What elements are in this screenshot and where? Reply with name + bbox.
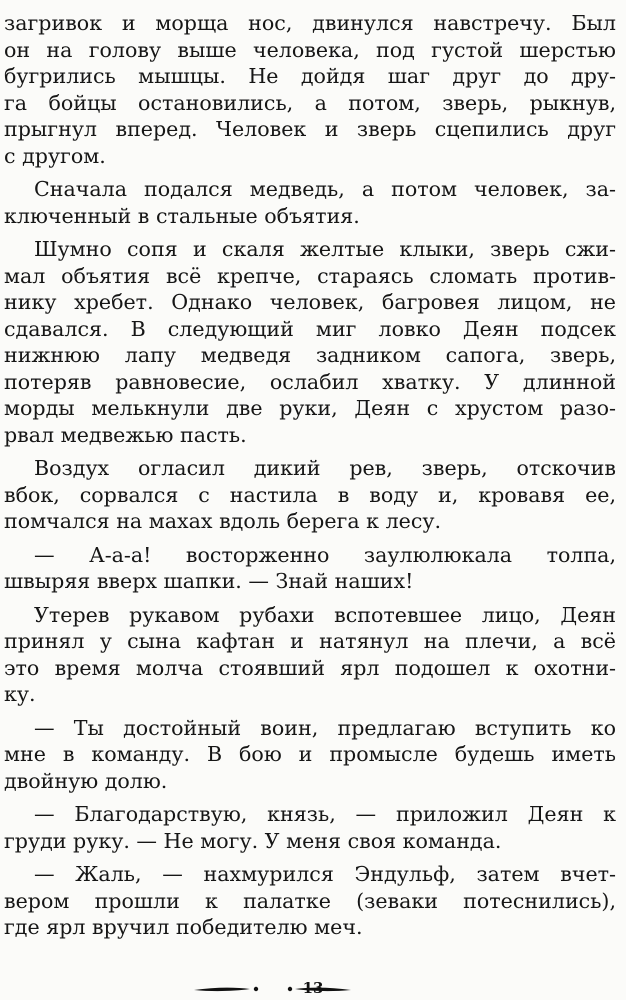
text-line: это время молча стоявший ярл подошел к охотни- [4,655,616,680]
paragraph [4,801,616,854]
paragraph [4,861,616,941]
text-line: где ярл вручил победителю меч. [4,915,363,939]
text-line: загривок и морща нос, двинулся навстречу. Был [4,11,616,35]
text-line: Сначала подался медведь, а потом человек, за- [34,177,616,201]
text-line: швыряя вверх шапки. — Знай наших! [4,569,414,593]
text-line: бугрились мышцы. Не дойдя шаг друг до дру- [4,64,616,88]
text-line: мне в команду. В бою и промысле будешь иметь [4,742,616,766]
text-line: помчался на махах вдоль берега к лесу. [4,509,442,533]
text-line: — А-а-а! восторженно заулюлюкала толпа, [34,542,616,567]
paragraph [4,715,616,795]
paragraph [4,10,616,169]
text-line: — Ты достойный воин, предлагаю вступить ко [34,715,616,740]
text-line: ключенный в стальные объятия. [4,203,360,228]
paragraph [4,542,616,595]
text-line: Утерев рукавом рубахи вспотевшее лицо, Деян [34,602,616,627]
page-footer [0,978,626,998]
text-line: он на голову выше человека, под густой шерстью [4,37,616,62]
text-line: — Жаль, — нахмурился Эндульф, затем вчет- [34,862,616,886]
text-line: двойную долю. [4,768,168,793]
text-line: Шумно сопя и скаля желтые клыки, зверь сжи- [34,237,616,261]
text-line: — Благодарствую, князь, — приложил Деян к [34,802,616,826]
text-line: вбок, сорвался с настила в воду и, кровавя ее, [4,482,616,507]
text-line: с другом. [4,143,106,168]
text-line: прыгнул вперед. Человек и зверь сцепились друг [4,117,616,141]
paragraph [4,236,616,448]
paragraph [4,455,616,535]
text-line: нику хребет. Однако человек, багровея лицом, не [4,290,616,314]
paragraph [4,176,616,229]
text-line: нижнюю лапу медведя задником сапога, зверь, [4,343,616,367]
text-line: Воздух огласил дикий рев, зверь, отскочив [34,456,616,480]
text-line: сдавался. В следующий миг ловко Деян подсек [4,316,616,341]
text-line: потеряв равновесие, ослабил хватку. У длинной [4,369,616,394]
text-line: мал объятия всё крепче, стараясь сломать против- [4,263,616,288]
text-line: рвал медвежью пасть. [4,422,247,447]
body-text [4,10,616,948]
page-number: 13 [302,979,324,997]
text-line: ку. [4,682,36,706]
text-line: вером прошли к палатке (зеваки потеснились), [4,888,616,913]
paragraph [4,602,616,708]
text-line: груди руку. — Не могу. У меня своя команда. [4,828,502,853]
text-line: принял у сына кафтан и натянул на плечи, а всё [4,629,616,653]
text-line: морды мелькнули две руки, Деян с хрустом разо- [4,396,616,420]
text-line: га бойцы остановились, а потом, зверь, рыкнув, [4,90,616,115]
